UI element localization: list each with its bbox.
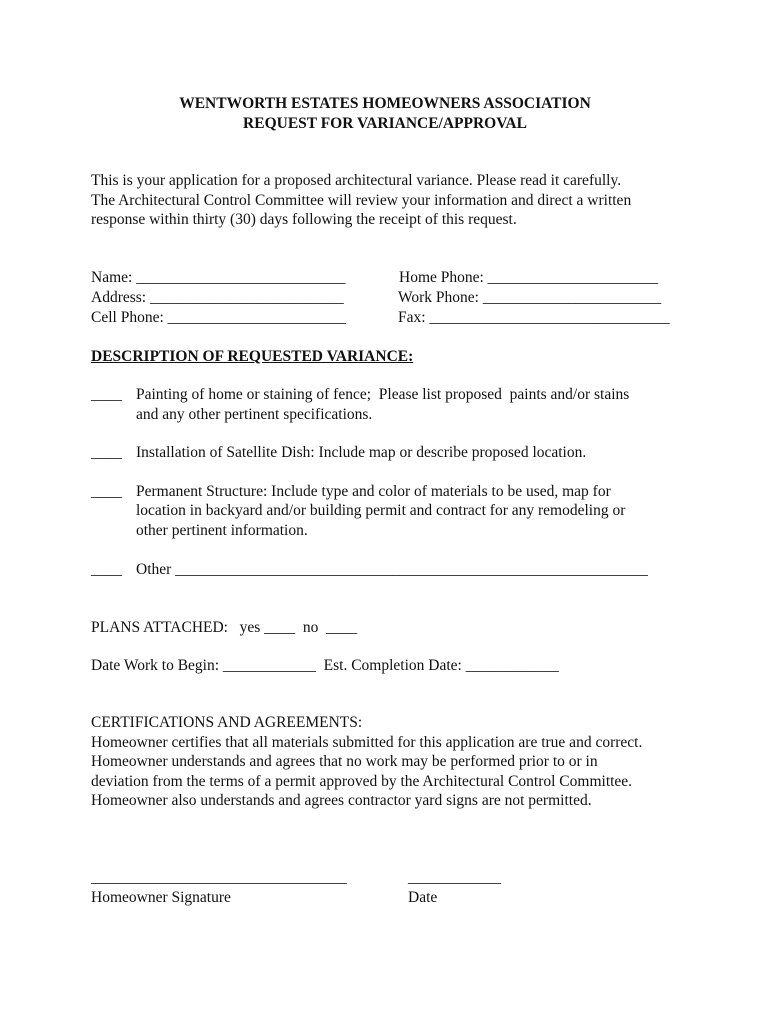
variance-checkbox-blank[interactable]: ____ xyxy=(91,561,122,578)
variance-item-line: Painting of home or staining of fence; Please list proposed paints and/or stains xyxy=(136,386,630,403)
certification-line: Homeowner certifies that all materials submitted for this application are true and correct. xyxy=(91,734,643,751)
name-field[interactable]: Name: ___________________________ xyxy=(91,269,346,286)
title-line-1: WENTWORTH ESTATES HOMEOWNERS ASSOCIATION xyxy=(179,95,591,112)
variance-item-line: location in backyard and/or building permit and contract for any remodeling or xyxy=(136,502,626,519)
signature-label: Homeowner Signature xyxy=(91,889,231,906)
variance-checkbox-blank[interactable]: ____ xyxy=(91,483,122,500)
date-label: Date xyxy=(408,889,438,906)
certification-line: Homeowner understands and agrees that no work may be performed prior to or in xyxy=(91,753,598,770)
certifications-heading: CERTIFICATIONS AND AGREEMENTS: xyxy=(91,714,363,731)
dates-field[interactable]: Date Work to Begin: ____________ Est. Completion Date: ____________ xyxy=(91,657,559,674)
certification-line: Homeowner also understands and agrees contractor yard signs are not permitted. xyxy=(91,792,592,809)
intro-line-2: The Architectural Control Committee will review your information and direct a written xyxy=(91,192,632,209)
intro-line-1: This is your application for a proposed architectural variance. Please read it carefully. xyxy=(91,172,622,189)
description-heading: DESCRIPTION OF REQUESTED VARIANCE: xyxy=(91,348,414,365)
plans-attached-field[interactable]: PLANS ATTACHED: yes ____ no ____ xyxy=(91,619,358,636)
date-line[interactable]: ____________ xyxy=(408,869,501,886)
variance-item-line: Permanent Structure: Include type and color of materials to be used, map for xyxy=(136,483,611,500)
fax-field[interactable]: Fax: _______________________________ xyxy=(398,309,670,326)
variance-checkbox-blank[interactable]: ____ xyxy=(91,444,122,461)
address-field[interactable]: Address: _________________________ xyxy=(91,289,344,306)
work-phone-field[interactable]: Work Phone: _______________________ xyxy=(398,289,662,306)
signature-line[interactable]: _________________________________ xyxy=(91,869,347,886)
certification-line: deviation from the terms of a permit approved by the Architectural Control Committee. xyxy=(91,773,633,790)
intro-line-3: response within thirty (30) days following the receipt of this request. xyxy=(91,211,517,228)
variance-checkbox-blank[interactable]: ____ xyxy=(91,386,122,403)
other-field[interactable]: Other _____________________________________________________________ xyxy=(136,561,648,578)
home-phone-field[interactable]: Home Phone: ______________________ xyxy=(399,269,659,286)
variance-item-line: other pertinent information. xyxy=(136,522,308,539)
variance-item-line: Installation of Satellite Dish: Include map or describe proposed location. xyxy=(136,444,587,461)
variance-item-line: and any other pertinent specifications. xyxy=(136,406,373,423)
cell-phone-field[interactable]: Cell Phone: _______________________ xyxy=(91,309,346,326)
title-line-2: REQUEST FOR VARIANCE/APPROVAL xyxy=(243,115,527,132)
